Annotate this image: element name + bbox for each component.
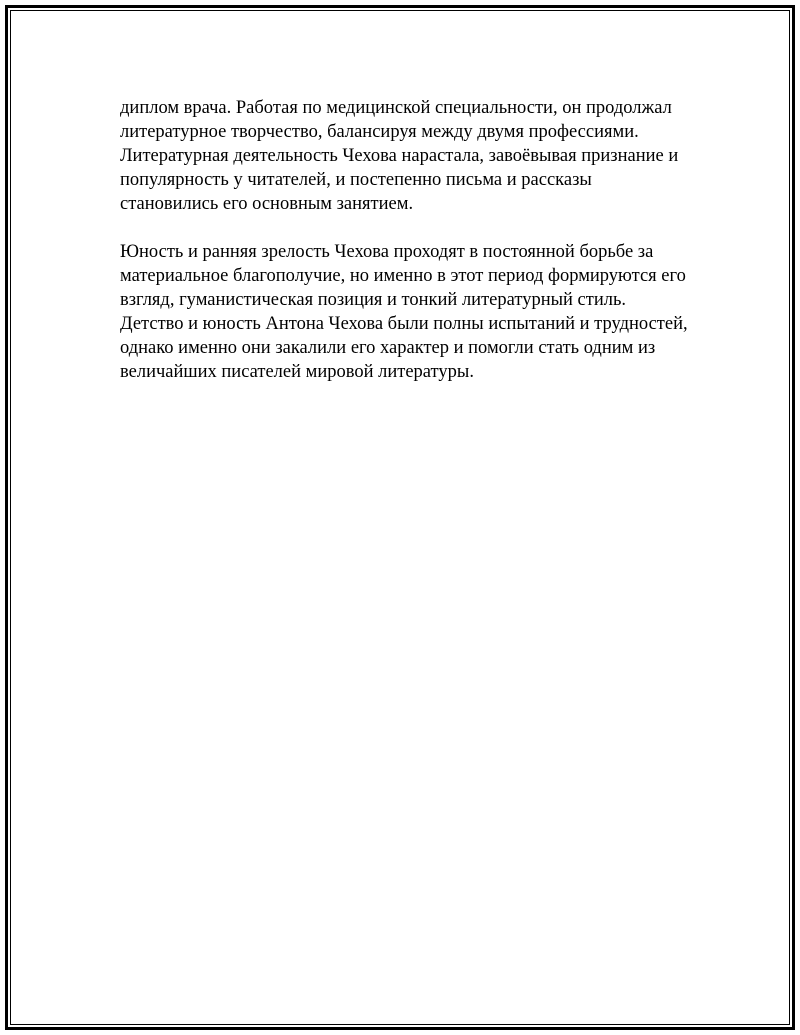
paragraph-1 bbox=[120, 96, 720, 216]
page-border bbox=[5, 5, 795, 1030]
text-line: Литературная деятельность Чехова нарастала, завоёвывая признание и bbox=[120, 146, 679, 166]
text-line: диплом врача. Работая по медицинской специальности, он продолжал bbox=[120, 98, 672, 118]
text-line: Детство и юность Антона Чехова были полны испытаний и трудностей, bbox=[120, 314, 688, 334]
text-line: литературное творчество, балансируя между двумя профессиями. bbox=[120, 122, 639, 142]
document-body bbox=[120, 96, 720, 408]
text-line: материальное благополучие, но именно в этот период формируются его bbox=[120, 266, 686, 286]
text-line: Юность и ранняя зрелость Чехова проходят в постоянной борьбе за bbox=[120, 242, 654, 262]
text-line: однако именно они закалили его характер и помогли стать одним из bbox=[120, 338, 656, 358]
paragraph-2 bbox=[120, 240, 720, 384]
text-line: становились его основным занятием. bbox=[120, 194, 414, 214]
text-line: популярность у читателей, и постепенно письма и рассказы bbox=[120, 170, 592, 190]
text-line: взгляд, гуманистическая позиция и тонкий литературный стиль. bbox=[120, 290, 627, 310]
text-line: величайших писателей мировой литературы. bbox=[120, 362, 474, 382]
